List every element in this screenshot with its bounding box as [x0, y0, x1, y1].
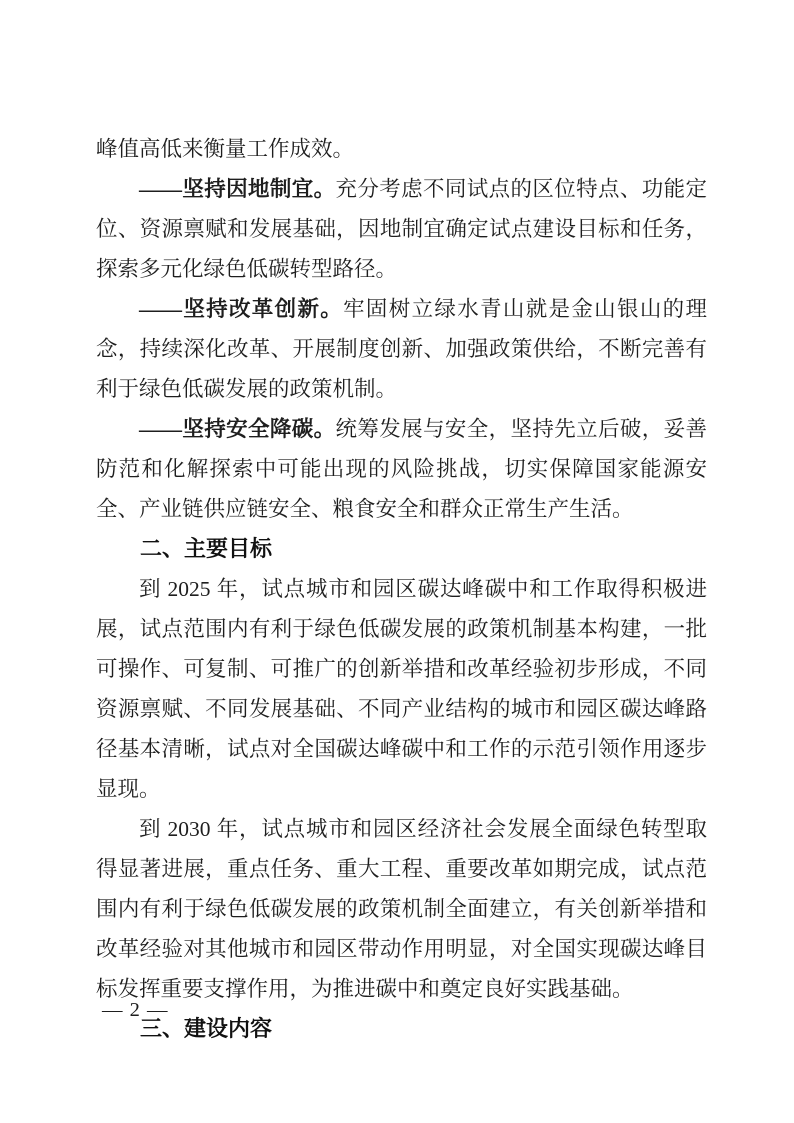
principle-reform-lead: ——坚持改革创新。	[139, 297, 344, 321]
paragraph-principle-safety	[96, 409, 707, 529]
principle-locality-text: 充分考虑不同试点的区位特点、功能定位、资源禀赋和发展基础，因地制宜确定试点建设目标和任务，探索多元化绿色低碳转型路径。	[96, 177, 707, 281]
paragraph-continuation: 峰值高低来衡量工作成效。	[96, 137, 355, 161]
paragraph-goal-2025: 到 2025 年，试点城市和园区碳达峰碳中和工作取得积极进展，试点范围内有利于绿色低碳发展的政策机制基本构建，一批可操作、可复制、可推广的创新举措和改革经验初步形成，不同资源禀赋、不同发展基础、不同产业结构的城市和园区碳达峰路径基本清晰，试点对全国碳达峰碳中和工作的示范引领作用逐步显现。	[96, 577, 707, 801]
paragraph-principle-locality	[96, 169, 707, 289]
document-body	[96, 129, 707, 1049]
paragraph-goal-2030: 到 2030 年，试点城市和园区经济社会发展全面绿色转型取得显著进展，重点任务、重大工程、重要改革如期完成，试点范围内有利于绿色低碳发展的政策机制全面建立，有关创新举措和改革经验对其他城市和园区带动作用明显，对全国实现碳达峰目标发挥重要支撑作用，为推进碳中和奠定良好实践基础。	[96, 817, 707, 1001]
page-number: — 2 —	[102, 999, 169, 1021]
principle-locality-lead: ——坚持因地制宜。	[139, 177, 336, 201]
principle-reform-text: 牢固树立绿水青山就是金山银山的理念，持续深化改革、开展制度创新、加强政策供给，不断完善有利于绿色低碳发展的政策机制。	[96, 297, 707, 401]
paragraph-principle-reform	[96, 289, 707, 409]
section-heading-main-goals: 二、主要目标	[140, 536, 273, 561]
principle-safety-text: 统筹发展与安全，坚持先立后破，妥善防范和化解探索中可能出现的风险挑战，切实保障国家能源安全、产业链供应链安全、粮食安全和群众正常生产生活。	[96, 417, 707, 521]
section-heading-construction-content: 三、建设内容	[140, 1016, 273, 1041]
principle-safety-lead: ——坚持安全降碳。	[139, 417, 336, 441]
